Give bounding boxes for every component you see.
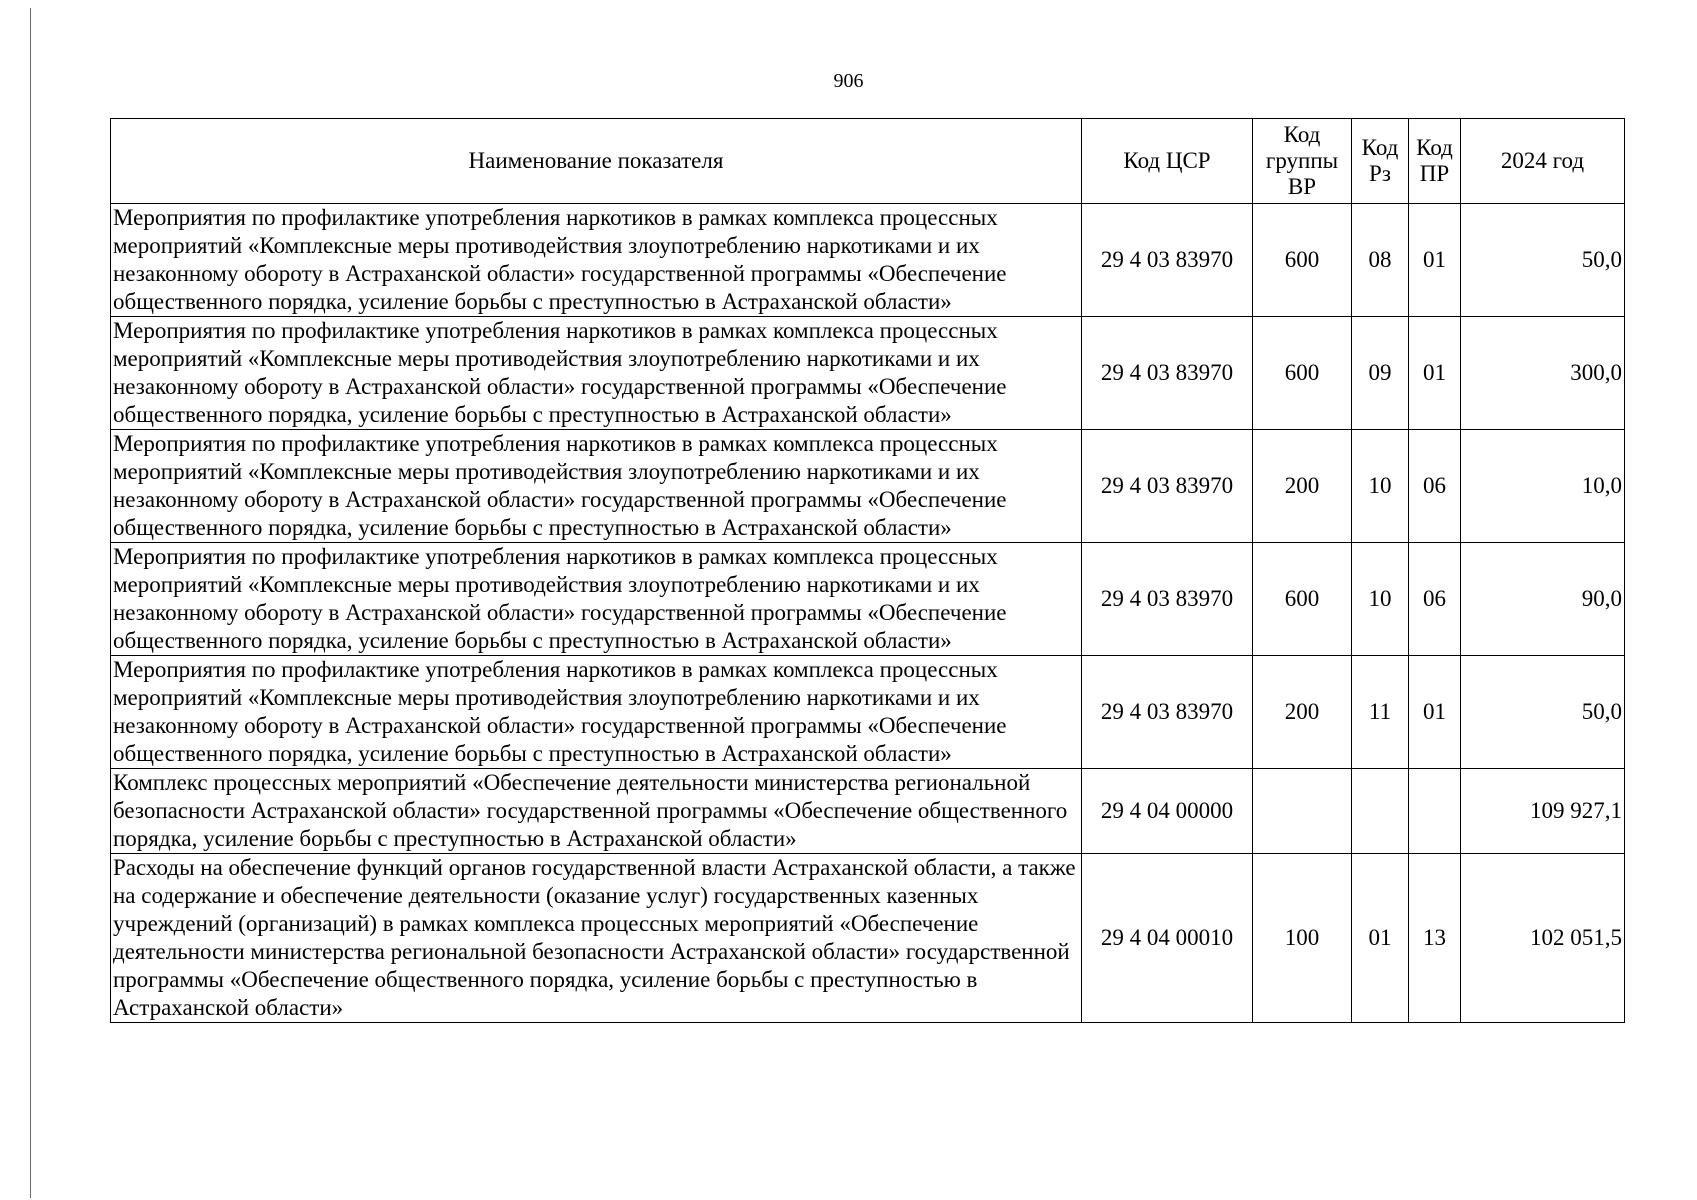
page-number: 906 (833, 70, 864, 92)
cell-name: Мероприятия по профилактике употребления наркотиков в рамках комплекса процессных мероприятий «Комплексные меры противодействия злоупотреблению наркотиками и их незаконному обороту в Астраханской области» государственной программы «Обеспечение общественного порядка, усиление борьбы с преступностью в Астраханской области» (111, 543, 1082, 656)
cell-rz: 08 (1352, 204, 1409, 317)
cell-vr: 600 (1253, 543, 1352, 656)
header-rz: Код Рз (1352, 119, 1409, 204)
cell-pr: 13 (1409, 854, 1461, 1023)
cell-vr: 600 (1253, 317, 1352, 430)
cell-amount: 300,0 (1461, 317, 1625, 430)
cell-csr: 29 4 03 83970 (1082, 430, 1253, 543)
table-row (111, 656, 1625, 769)
header-vr: Код группы ВР (1253, 119, 1352, 204)
cell-pr: 01 (1409, 204, 1461, 317)
cell-rz: 09 (1352, 317, 1409, 430)
cell-amount: 102 051,5 (1461, 854, 1625, 1023)
header-csr: Код ЦСР (1082, 119, 1253, 204)
budget-table (110, 118, 1625, 1023)
cell-amount: 50,0 (1461, 656, 1625, 769)
cell-rz (1352, 769, 1409, 854)
table-row (111, 769, 1625, 854)
cell-name: Мероприятия по профилактике употребления наркотиков в рамках комплекса процессных мероприятий «Комплексные меры противодействия злоупотреблению наркотиками и их незаконному обороту в Астраханской области» государственной программы «Обеспечение общественного порядка, усиление борьбы с преступностью в Астраханской области» (111, 317, 1082, 430)
cell-rz: 10 (1352, 430, 1409, 543)
cell-pr: 01 (1409, 317, 1461, 430)
scan-edge-line (30, 8, 31, 1198)
cell-name: Комплекс процессных мероприятий «Обеспечение деятельности министерства региональной безопасности Астраханской области» государственной программы «Обеспечение общественного порядка, усиление борьбы с преступностью в Астраханской области» (111, 769, 1082, 854)
cell-csr: 29 4 03 83970 (1082, 317, 1253, 430)
table-header-row (111, 119, 1625, 204)
table-row (111, 317, 1625, 430)
cell-name: Мероприятия по профилактике употребления наркотиков в рамках комплекса процессных мероприятий «Комплексные меры противодействия злоупотреблению наркотиками и их незаконному обороту в Астраханской области» государственной программы «Обеспечение общественного порядка, усиление борьбы с преступностью в Астраханской области» (111, 204, 1082, 317)
cell-vr: 200 (1253, 656, 1352, 769)
header-pr: Код ПР (1409, 119, 1461, 204)
cell-pr: 06 (1409, 543, 1461, 656)
cell-pr (1409, 769, 1461, 854)
cell-name: Мероприятия по профилактике употребления наркотиков в рамках комплекса процессных мероприятий «Комплексные меры противодействия злоупотреблению наркотиками и их незаконному обороту в Астраханской области» государственной программы «Обеспечение общественного порядка, усиление борьбы с преступностью в Астраханской области» (111, 656, 1082, 769)
cell-vr: 600 (1253, 204, 1352, 317)
table-row (111, 204, 1625, 317)
cell-amount: 10,0 (1461, 430, 1625, 543)
cell-vr: 100 (1253, 854, 1352, 1023)
cell-amount: 50,0 (1461, 204, 1625, 317)
cell-csr: 29 4 03 83970 (1082, 543, 1253, 656)
cell-vr (1253, 769, 1352, 854)
cell-csr: 29 4 03 83970 (1082, 204, 1253, 317)
cell-pr: 06 (1409, 430, 1461, 543)
cell-rz: 11 (1352, 656, 1409, 769)
cell-amount: 109 927,1 (1461, 769, 1625, 854)
cell-pr: 01 (1409, 656, 1461, 769)
cell-amount: 90,0 (1461, 543, 1625, 656)
cell-csr: 29 4 04 00010 (1082, 854, 1253, 1023)
header-name: Наименование показателя (111, 119, 1082, 204)
cell-rz: 01 (1352, 854, 1409, 1023)
cell-rz: 10 (1352, 543, 1409, 656)
table-row (111, 543, 1625, 656)
header-amount: 2024 год (1461, 119, 1625, 204)
cell-csr: 29 4 03 83970 (1082, 656, 1253, 769)
cell-name: Мероприятия по профилактике употребления наркотиков в рамках комплекса процессных мероприятий «Комплексные меры противодействия злоупотреблению наркотиками и их незаконному обороту в Астраханской области» государственной программы «Обеспечение общественного порядка, усиление борьбы с преступностью в Астраханской области» (111, 430, 1082, 543)
cell-csr: 29 4 04 00000 (1082, 769, 1253, 854)
cell-vr: 200 (1253, 430, 1352, 543)
cell-name: Расходы на обеспечение функций органов государственной власти Астраханской области, а также на содержание и обеспечение деятельности (оказание услуг) государственных казенных учреждений (организаций) в рамках комплекса процессных мероприятий «Обеспечение деятельности министерства региональной безопасности Астраханской области» государственной программы «Обеспечение общественного порядка, усиление борьбы с преступностью в Астраханской области» (111, 854, 1082, 1023)
table-row (111, 430, 1625, 543)
table-row (111, 854, 1625, 1023)
